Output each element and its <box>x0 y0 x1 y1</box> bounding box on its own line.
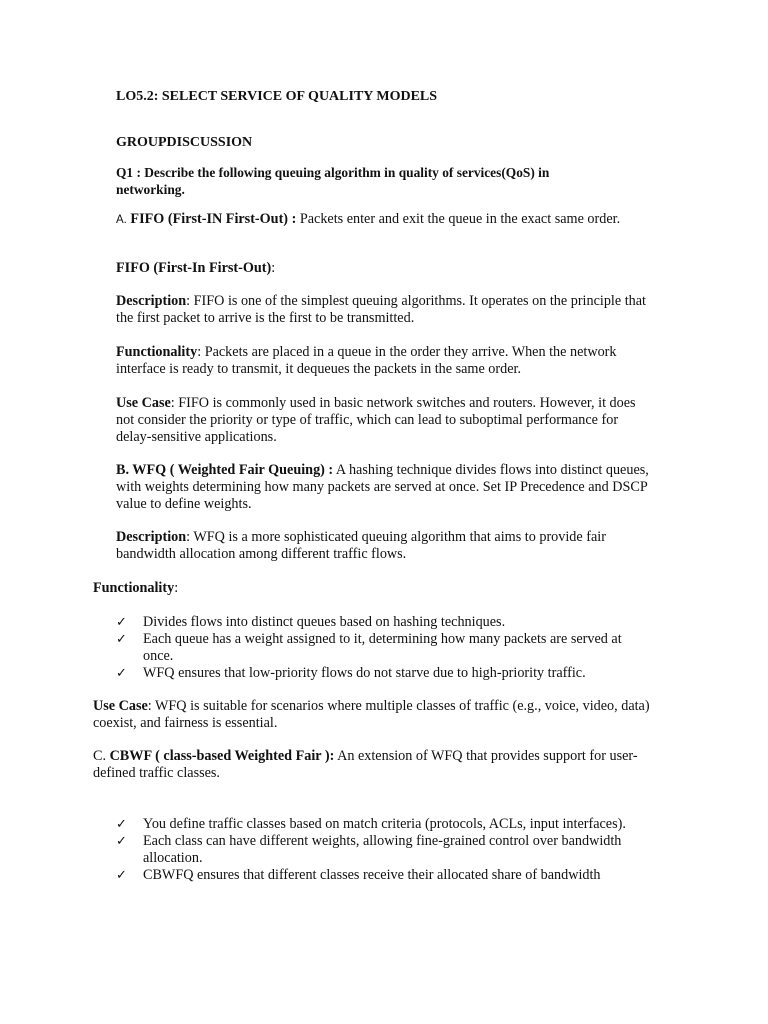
list-item <box>116 833 646 867</box>
fifo-functionality <box>116 344 656 378</box>
section-a-marker: A. <box>116 214 127 226</box>
list-item <box>116 867 646 884</box>
fifo-functionality-text: : Packets are placed in a queue in the order they arrive. When the network interface is ready to transmit, it dequeues the packets in the same order. <box>116 344 617 377</box>
section-a-paragraph <box>116 211 656 229</box>
checkmark-icon: ✓ <box>116 834 127 849</box>
fifo-heading-label: FIFO (First-In First-Out) <box>116 260 272 276</box>
fifo-functionality-label: Functionality <box>116 344 198 360</box>
checkmark-icon: ✓ <box>116 868 127 883</box>
section-c-prefix: C. <box>93 748 110 764</box>
wfq-description-text: : WFQ is a more sophisticated queuing algorithm that aims to provide fair bandwidth allocation among different traffic flows. <box>116 529 606 562</box>
wfq-functionality-label: Functionality <box>93 580 175 596</box>
list-item-text: WFQ ensures that low-priority flows do not starve due to high-priority traffic. <box>143 665 586 681</box>
group-discussion-heading: GROUPDISCUSSION <box>116 135 253 150</box>
wfq-use-case <box>93 698 653 732</box>
fifo-heading <box>116 260 656 277</box>
wfq-use-case-label: Use Case <box>93 698 148 714</box>
fifo-description-label: Description <box>116 293 187 309</box>
checkmark-icon: ✓ <box>116 666 127 681</box>
fifo-description-text: : FIFO is one of the simplest queuing algorithms. It operates on the principle that the first packet to arrive is the first to be transmitted. <box>116 293 646 326</box>
wfq-use-case-text: : WFQ is suitable for scenarios where multiple classes of traffic (e.g., voice, video, data) coexist, and fairness is essential. <box>93 698 650 731</box>
section-c-label: CBWF ( class-based Weighted Fair ): <box>109 748 335 764</box>
question-text: Q1 : Describe the following queuing algorithm in quality of services(QoS) in networking. <box>116 165 550 197</box>
page-heading: LO5.2: SELECT SERVICE OF QUALITY MODELS <box>116 89 438 104</box>
section-a-text: Packets enter and exit the queue in the exact same order. <box>296 211 621 227</box>
checkmark-icon: ✓ <box>116 632 127 647</box>
wfq-functionality-suffix: : <box>174 580 179 596</box>
fifo-use-case-label: Use Case <box>116 395 171 411</box>
section-a-label: FIFO (First-IN First-Out) : <box>130 211 297 227</box>
section-c-text: An extension of WFQ that provides support for user-defined traffic classes. <box>93 748 638 781</box>
list-item-text: You define traffic classes based on match criteria (protocols, ACLs, input interfaces). <box>143 816 626 832</box>
list-item <box>116 631 646 665</box>
section-b-text: A hashing technique divides flows into distinct queues, with weights determining how many packets are served at once. Set IP Precedence and DSCP value to define weights. <box>116 462 649 512</box>
section-c-paragraph <box>93 748 638 782</box>
list-item <box>116 614 646 631</box>
wfq-functionality-list <box>116 614 646 682</box>
section-b-paragraph <box>116 462 656 513</box>
checkmark-icon: ✓ <box>116 615 127 630</box>
fifo-heading-suffix: : <box>271 260 276 276</box>
list-item-text: Each queue has a weight assigned to it, determining how many packets are served at once. <box>143 631 622 664</box>
list-item-text: Each class can have different weights, allowing fine-grained control over bandwidth allocation. <box>143 833 622 866</box>
list-item-text: Divides flows into distinct queues based on hashing techniques. <box>143 614 506 630</box>
wfq-description <box>116 529 656 563</box>
cbwfq-list <box>116 816 646 884</box>
list-item <box>116 665 646 682</box>
list-item <box>116 816 646 833</box>
wfq-description-label: Description <box>116 529 187 545</box>
section-b-label: B. WFQ ( Weighted Fair Queuing) : <box>116 462 334 478</box>
fifo-description <box>116 293 656 327</box>
checkmark-icon: ✓ <box>116 817 127 832</box>
wfq-functionality-heading <box>93 580 653 597</box>
list-item-text: CBWFQ ensures that different classes receive their allocated share of bandwidth <box>143 867 601 883</box>
fifo-use-case <box>116 395 656 446</box>
fifo-use-case-text: : FIFO is commonly used in basic network switches and routers. However, it does not consider the priority or type of traffic, which can lead to suboptimal performance for delay-sensitive applications. <box>116 395 636 445</box>
